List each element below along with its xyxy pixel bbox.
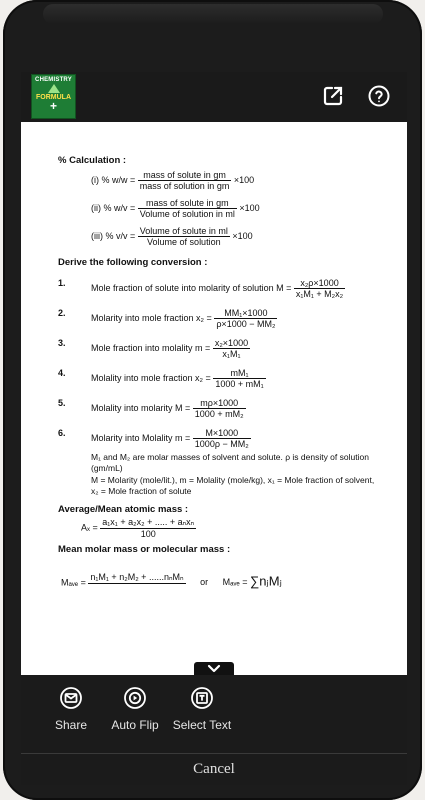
conversion-label: Mole fraction into molality m = [91, 342, 211, 353]
denominator: Volume of solution in ml [139, 209, 235, 219]
auto-flip-label: Auto Flip [111, 718, 159, 732]
flask-icon [48, 84, 60, 93]
numerator: mass of solute in gm [138, 198, 237, 209]
denominator: 1000ρ − MM₂ [194, 439, 249, 449]
help-button[interactable] [367, 84, 391, 108]
external-link-icon [321, 84, 345, 108]
numerator: Volume of solute in ml [139, 226, 228, 236]
chevron-down-icon [207, 664, 221, 674]
conversion-text [91, 368, 266, 389]
action-row [21, 675, 407, 750]
app-screen [21, 72, 407, 777]
average-mass-formula [81, 517, 196, 539]
numerator: M×1000 [193, 428, 251, 439]
pct-tail: ×100 [232, 230, 253, 241]
fraction [294, 278, 345, 299]
phone-bezel-shine [43, 4, 383, 24]
help-icon [367, 84, 391, 108]
denominator [88, 584, 185, 594]
conversion-row [21, 390, 407, 424]
numerator: mM₁ [213, 368, 265, 379]
conversion-row [21, 420, 407, 454]
formula-rhs: Mₐᵥₑ = [222, 577, 248, 588]
denominator: 100 [140, 529, 156, 539]
collapse-panel-button[interactable] [194, 662, 234, 676]
conversion-row [21, 270, 407, 304]
mean-mass-formula [61, 572, 282, 594]
fraction [138, 198, 237, 219]
numerator: n₁M₁ + n₂M₂ + ......nₙMₙ [90, 572, 184, 582]
denominator: 1000 + mM₂ [194, 409, 244, 419]
app-logo [31, 74, 76, 119]
conversion-text [91, 338, 250, 359]
numerator: mass of solute in gm [138, 170, 232, 181]
action-sheet [21, 675, 407, 785]
fraction [193, 398, 246, 419]
select-text-label: Select Text [172, 718, 232, 732]
fraction [193, 428, 251, 449]
fraction [214, 308, 277, 329]
formula-lhs: Mₐᵥₑ = [61, 577, 86, 588]
pct-label: (iii) % v/v = [91, 230, 136, 241]
text-select-icon [191, 687, 213, 709]
item-number: 3. [58, 338, 66, 348]
logo-plus: + [49, 99, 57, 113]
pct-row [91, 198, 260, 219]
conversion-text [91, 398, 246, 419]
formula-lhs: Aₓ = [81, 522, 98, 533]
numerator: mρ×1000 [193, 398, 246, 409]
note-molar-masses: M₁ and M₂ are molar masses of solvent and solute. ρ is density of solution (gm/mL) [91, 452, 369, 473]
numerator: MM₁×1000 [214, 308, 277, 319]
denominator: x₁M₁ + M₂x₂ [295, 289, 344, 299]
pct-label: (i) % w/w = [91, 174, 136, 185]
item-number: 2. [58, 308, 66, 318]
denominator: Volume of solution [147, 237, 221, 247]
average-mass-heading: Average/Mean atomic mass : [58, 504, 189, 515]
mail-icon [60, 687, 82, 709]
pct-row [91, 226, 253, 247]
play-circle-icon [124, 687, 146, 709]
pct-tail: ×100 [233, 174, 255, 185]
fraction [213, 368, 265, 389]
numerator: x₂×1000 [214, 338, 249, 348]
fraction [138, 170, 232, 191]
note-definitions: M = Molarity (mole/lit.), m = Molality (mole/kg), x₁ = Mole fraction of solvent, x₂ = Mole fraction of solute [91, 475, 375, 496]
conversion-heading: Derive the following conversion : [58, 257, 208, 268]
open-external-button[interactable] [321, 84, 345, 108]
item-number: 6. [58, 428, 66, 438]
percent-calc-heading: % Calculation : [58, 155, 127, 166]
conversion-label: Molality into mole fraction x₂ = [91, 372, 211, 383]
item-number: 1. [58, 278, 66, 288]
share-label: Share [54, 718, 88, 732]
select-text-button[interactable] [162, 687, 242, 747]
conversion-row [21, 360, 407, 394]
logo-main-text: FORMULA [36, 94, 71, 101]
conversion-label: Molality into molarity M = [91, 402, 191, 413]
formula-document [21, 122, 407, 662]
fraction [88, 572, 185, 594]
mean-mass-heading: Mean molar mass or molecular mass : [58, 544, 231, 555]
pct-tail: ×100 [239, 202, 260, 213]
conversion-text [91, 278, 345, 299]
conversion-label: Molarity into mole fraction x₂ = [91, 312, 212, 323]
conversion-label: Mole fraction of solute into molarity of solution M = [91, 282, 292, 293]
conversion-text [91, 428, 251, 449]
fraction [100, 517, 196, 539]
logo-top-text: CHEMISTRY [35, 77, 72, 83]
denominator: mass of solution in gm [139, 181, 230, 191]
app-bar [21, 72, 407, 122]
denominator: ρ×1000 − MM₂ [216, 319, 276, 329]
fraction [138, 226, 230, 247]
formula-or: or [200, 577, 209, 588]
item-number: 5. [58, 398, 66, 408]
sum-expression: ∑nⱼMⱼ [250, 573, 282, 589]
numerator: x₂ρ×1000 [294, 278, 345, 289]
cancel-button[interactable]: Cancel [193, 761, 235, 777]
pct-label: (ii) % w/v = [91, 202, 136, 213]
conversion-label: Molarity into Molality m = [91, 432, 191, 443]
conversion-row [21, 330, 407, 364]
conversion-text [91, 308, 277, 329]
fraction [213, 338, 250, 359]
pct-row [91, 170, 254, 191]
numerator: a₁x₁ + a₂x₂ + ..... + aₙxₙ [102, 517, 195, 527]
denominator: x₁M₁ [222, 349, 241, 359]
denominator: 1000 + mM₁ [215, 379, 264, 389]
conversion-row [21, 300, 407, 334]
item-number: 4. [58, 368, 66, 378]
